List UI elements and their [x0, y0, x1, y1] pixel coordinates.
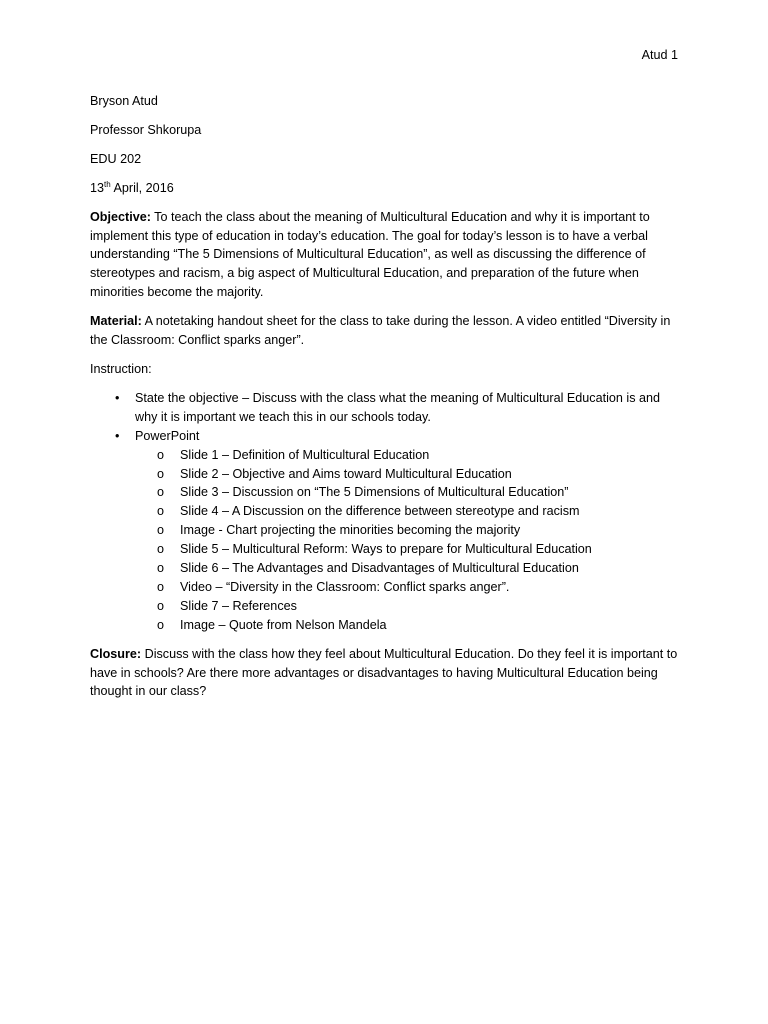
document-body	[90, 92, 680, 711]
material-paragraph	[90, 312, 680, 350]
running-head: Atud 1	[641, 48, 678, 62]
closure-text: Discuss with the class how they feel about Multicultural Education. Do they feel it is important to have in schools? Are there more advantages or disadvantages to having Multicultural Education being thought in our class?	[90, 646, 678, 699]
objective-label: Objective:	[90, 209, 151, 224]
powerpoint-item	[135, 540, 680, 559]
material-label: Material:	[90, 314, 142, 329]
powerpoint-item-text: Image - Chart projecting the minorities becoming the majority	[180, 523, 521, 538]
date-rest: April, 2016	[110, 180, 174, 195]
bullet-icon: •	[115, 428, 120, 443]
powerpoint-item-text: Slide 6 – The Advantages and Disadvantages of Multicultural Education	[180, 561, 579, 576]
circle-bullet-icon: o	[157, 466, 165, 481]
circle-bullet-icon: o	[157, 561, 165, 576]
powerpoint-item-text: Slide 7 – References	[180, 598, 297, 613]
date-line	[90, 179, 680, 198]
powerpoint-item-text: Image – Quote from Nelson Mandela	[180, 617, 387, 632]
powerpoint-item-text: Slide 3 – Discussion on “The 5 Dimensions of Multicultural Education”	[180, 485, 569, 500]
instruction-item	[90, 427, 680, 635]
instruction-item-text: PowerPoint	[135, 428, 200, 443]
course-code: EDU 202	[90, 151, 142, 166]
powerpoint-item	[135, 521, 680, 540]
powerpoint-item-text: Slide 2 – Objective and Aims toward Multicultural Education	[180, 466, 512, 481]
powerpoint-item-text: Video – “Diversity in the Classroom: Conflict sparks anger”.	[180, 579, 510, 594]
material-text: A notetaking handout sheet for the class to take during the lesson. A video entitled “Diversity in the Classroom: Conflict sparks anger”.	[90, 314, 671, 348]
bullet-icon: •	[115, 390, 120, 405]
powerpoint-item-text: Slide 5 – Multicultural Reform: Ways to prepare for Multicultural Education	[180, 542, 592, 557]
circle-bullet-icon: o	[157, 617, 165, 632]
powerpoint-item	[135, 597, 680, 616]
instruction-item-text: State the objective – Discuss with the class what the meaning of Multicultural Education is and why it is important we teach this in our schools today.	[135, 390, 661, 424]
powerpoint-item	[135, 578, 680, 597]
objective-paragraph	[90, 208, 680, 303]
professor-name: Professor Shkorupa	[90, 122, 202, 137]
closure-paragraph	[90, 645, 680, 702]
circle-bullet-icon: o	[157, 447, 165, 462]
closure-label: Closure:	[90, 646, 142, 661]
instruction-label: Instruction:	[90, 361, 152, 376]
instruction-item	[90, 389, 680, 427]
powerpoint-item	[135, 446, 680, 465]
date-suffix: th	[104, 179, 111, 189]
instruction-list	[90, 389, 680, 635]
powerpoint-item-text: Slide 1 – Definition of Multicultural Education	[180, 447, 430, 462]
circle-bullet-icon: o	[157, 523, 165, 538]
powerpoint-item	[135, 559, 680, 578]
circle-bullet-icon: o	[157, 504, 165, 519]
student-name: Bryson Atud	[90, 94, 158, 108]
circle-bullet-icon: o	[157, 485, 165, 500]
circle-bullet-icon: o	[157, 542, 165, 557]
circle-bullet-icon: o	[157, 598, 165, 613]
circle-bullet-icon: o	[157, 579, 165, 594]
powerpoint-item	[135, 616, 680, 635]
objective-text: To teach the class about the meaning of Multicultural Education and why it is important to implement this type of education in today’s education. The goal for today’s lesson is to have a verbal understanding “The 5 Dimensions of Multicultural Education”, as well as discussing the difference of stereotypes and racism, a big aspect of Multicultural Education, and preparation of the future when minorities become the majority.	[90, 209, 650, 300]
powerpoint-item	[135, 483, 680, 502]
powerpoint-item	[135, 502, 680, 521]
powerpoint-item-text: Slide 4 – A Discussion on the difference between stereotype and racism	[180, 504, 580, 519]
powerpoint-sublist	[135, 446, 680, 635]
powerpoint-item	[135, 465, 680, 484]
date-day: 13	[90, 180, 105, 195]
